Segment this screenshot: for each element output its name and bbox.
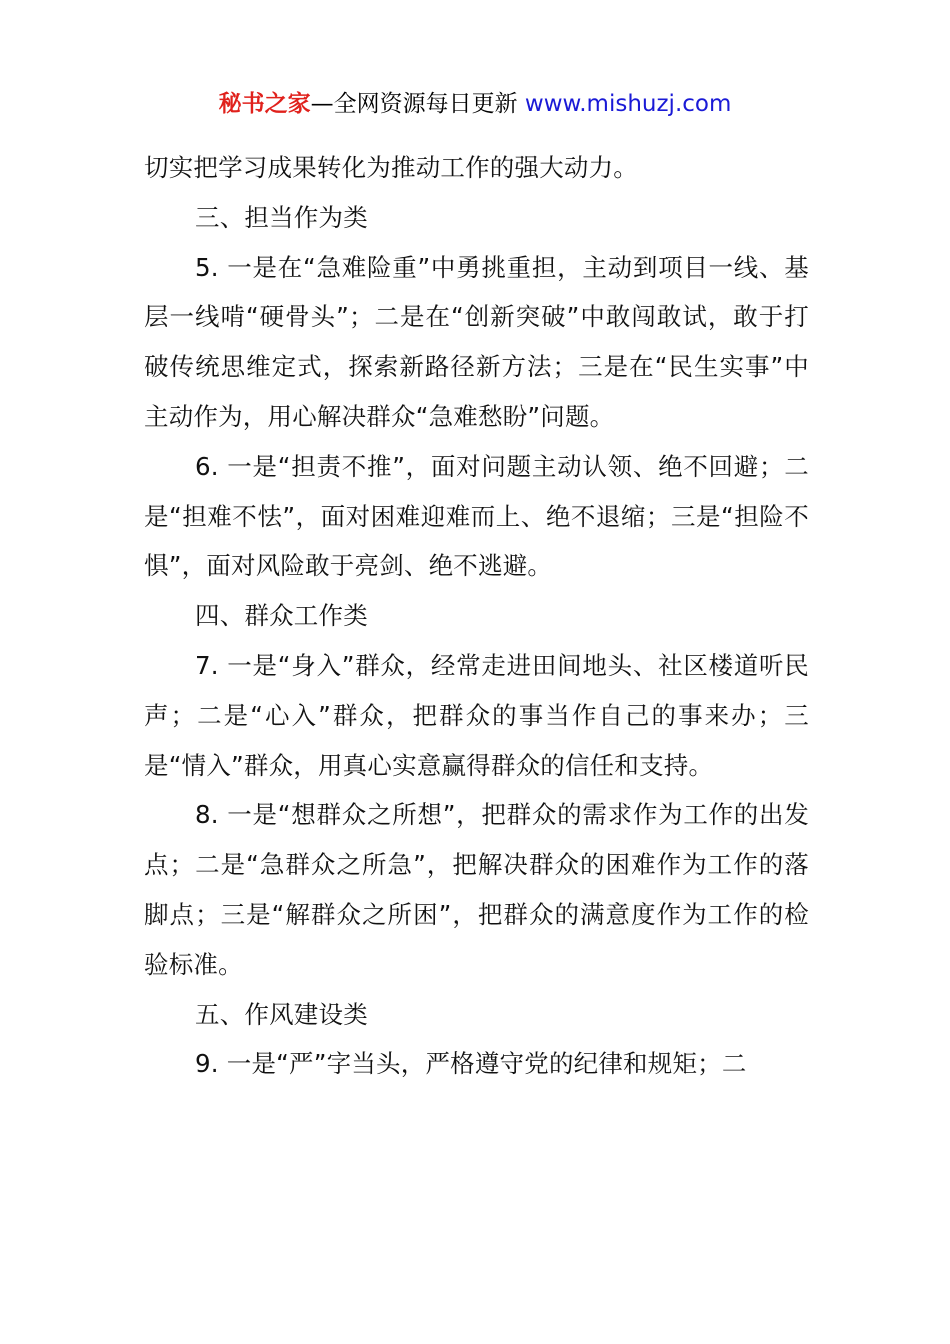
brand-name: 秘书之家 bbox=[218, 91, 311, 117]
section-heading-qunzhong: 四、群众工作类 bbox=[195, 601, 368, 631]
section-heading-zuofeng: 五、作风建设类 bbox=[195, 999, 368, 1029]
header-tagline: —全网资源每日更新 bbox=[310, 91, 525, 117]
paragraph-item-6: 6. 一是“担责不推”，面对问题主动认领、绝不回避；二是“担难不怯”，面对困难迎难而上、绝不退缩；三是“担险不惧”，面对风险敢于亮剑、绝不逃避。 bbox=[144, 451, 809, 581]
paragraph-item-5: 5. 一是在“急难险重”中勇挑重担，主动到项目一线、基层一线啃“硬骨头”；二是在“创新突破”中敢闯敢试，敢于打破传统思维定式，探索新路径新方法；三是在“民生实事”中主动作为，用心解决群众“急难愁盼”问题。 bbox=[144, 252, 809, 431]
site-url-link[interactable]: www.mishuzj.com bbox=[524, 91, 732, 117]
document-body bbox=[144, 143, 809, 1089]
paragraph-item-8: 8. 一是“想群众之所想”，把群众的需求作为工作的出发点；二是“急群众之所急”，把解决群众的困难作为工作的落脚点；三是“解群众之所困”，把群众的满意度作为工作的检验标准。 bbox=[144, 800, 809, 979]
paragraph-continuation: 切实把学习成果转化为推动工作的强大动力。 bbox=[144, 153, 638, 182]
site-header bbox=[0, 86, 950, 122]
paragraph-item-7: 7. 一是“身入”群众，经常走进田间地头、社区楼道听民声；二是“心入”群众，把群众的事当作自己的事来办；三是“情入”群众，用真心实意赢得群众的信任和支持。 bbox=[144, 650, 809, 780]
section-heading-dandang: 三、担当作为类 bbox=[195, 202, 368, 232]
paragraph-item-9: 9. 一是“严”字当头，严格遵守党的纪律和规矩；二 bbox=[195, 1049, 747, 1079]
